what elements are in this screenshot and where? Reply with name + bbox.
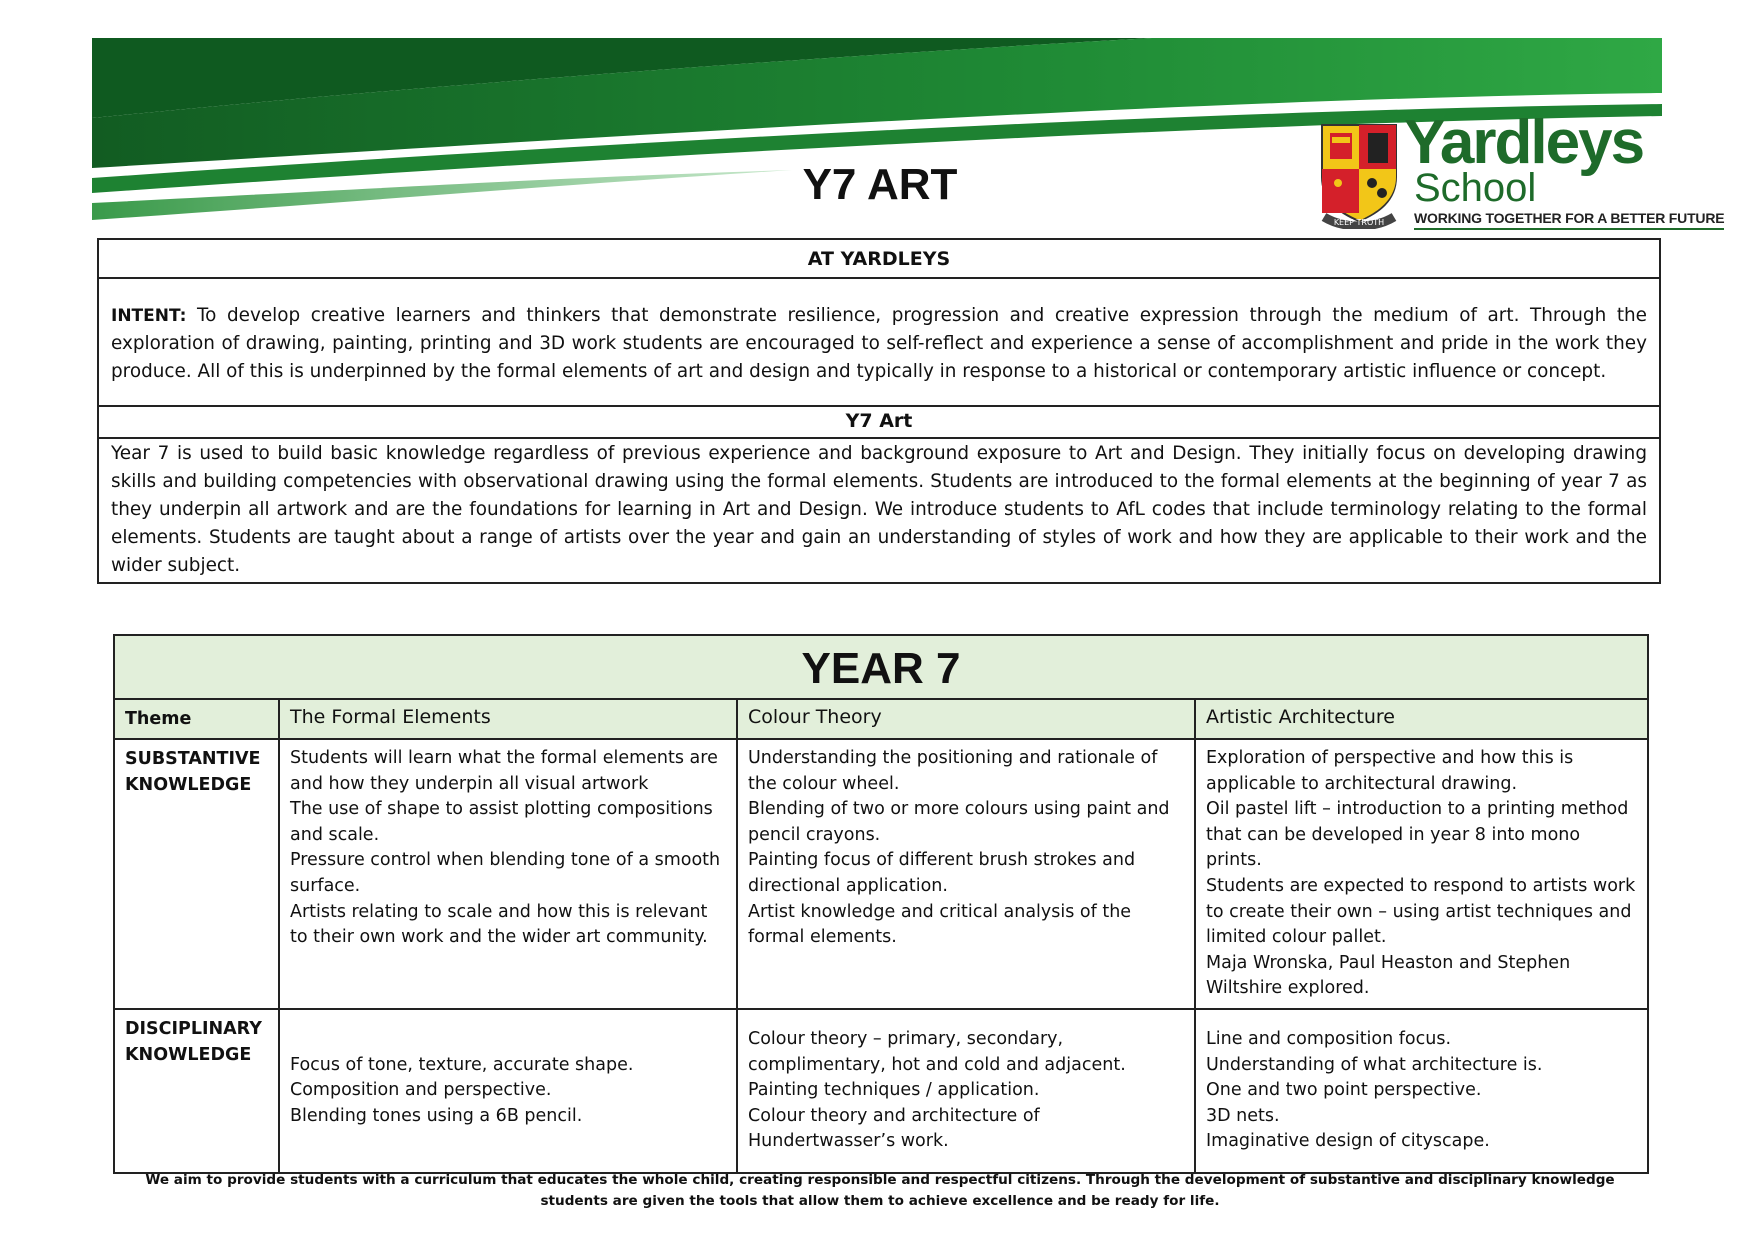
list-item: Painting focus of different brush strokes and directional application. [748,850,1136,896]
theme-artistic-architecture: Artistic Architecture [1195,699,1648,739]
list-item: Students are expected to respond to artists work to create their own – using artist techniques and limited colour pallet. [1206,875,1636,948]
list-item: Imaginative design of cityscape. [1206,1131,1490,1152]
divider [99,437,1659,439]
divider [99,277,1659,279]
list-item: 3D nets. [1206,1105,1280,1126]
school-motto: WORKING TOGETHER FOR A BETTER FUTURE [1414,210,1724,230]
page-title: Y7 ART [802,160,958,209]
list-item: Focus of tone, texture, accurate shape. [290,1054,634,1075]
list-item: Exploration of perspective and how this is applicable to architectural drawing. [1206,748,1574,794]
list-item: Colour theory and architecture of Hundertwasser’s work. [748,1105,1040,1152]
year7-curriculum-table [113,634,1649,1174]
list-item: Oil pastel lift – introduction to a printing method that can be developed in year 8 into mono prints. [1206,799,1629,871]
theme-row [114,699,1648,739]
intent-label: INTENT: [111,306,187,326]
theme-colour-theory: Colour Theory [737,699,1195,739]
disciplinary-knowledge-label: DISCIPLINARY KNOWLEDGE [114,1009,279,1173]
list-item: Blending of two or more colours using paint and pencil crayons. [748,799,1170,845]
list-item: Artists relating to scale and how this is relevant to their own work and the wider art community. [290,901,708,948]
intent-paragraph [111,302,1647,386]
list-item: Students will learn what the formal elements are and how they underpin all visual artwork [290,748,718,794]
at-yardleys-heading: AT YARDLEYS [807,248,951,270]
intent-box [97,238,1661,584]
substantive-artistic-architecture [1195,739,1648,1009]
list-item: Artist knowledge and critical analysis of the formal elements. [748,901,1132,948]
year7-overview-paragraph: Year 7 is used to build basic knowledge regardless of previous experience and background exposure to Art and Design. They initially focus on developing drawing skills and building competencies with observational drawing using the formal elements. Students are introduced to the formal elements at the beginning of year 7 as they underpin all artwork and are the foundations for learning in Art and Design. We introduce students to AfL codes that include terminology relating to the formal elements. Students are taught about a range of artists over the year and gain an understanding of styles of work and how they are applicable to their work and the wider subject. [111,443,1647,576]
substantive-knowledge-row [114,739,1648,1009]
disciplinary-artistic-architecture [1195,1009,1648,1173]
theme-formal-elements: The Formal Elements [279,699,737,739]
school-name-yardleys: Yardleys [1404,108,1644,177]
list-item: Blending tones using a 6B pencil. [290,1105,583,1126]
list-item: Pressure control when blending tone of a smooth surface. [290,850,721,896]
list-item: Painting techniques / application. [748,1080,1040,1101]
disciplinary-formal-elements [279,1009,737,1173]
year7-table-title: YEAR 7 [114,635,1648,699]
list-item: Understanding the positioning and rationale of the colour wheel. [748,748,1158,794]
list-item: Composition and perspective. [290,1080,552,1101]
substantive-colour-theory [737,739,1195,1009]
school-crest-logo [1318,121,1400,229]
substantive-knowledge-label: SUBSTANTIVE KNOWLEDGE [114,739,279,1009]
crest-motto-text: KEEP TROTH [1333,218,1385,227]
list-item: Maja Wronska, Paul Heaston and Stephen Wiltshire explored. [1206,952,1571,999]
y7-art-subheading: Y7 Art [845,410,913,432]
substantive-formal-elements [279,739,737,1009]
school-name-school: School [1414,166,1537,210]
divider [99,405,1659,407]
disciplinary-colour-theory [737,1009,1195,1173]
disciplinary-knowledge-row [114,1009,1648,1173]
list-item: Line and composition focus. [1206,1028,1452,1049]
list-item: One and two point perspective. [1206,1080,1482,1101]
theme-label: Theme [114,699,279,739]
list-item: Understanding of what architecture is. [1206,1054,1543,1075]
intent-text: To develop creative learners and thinkers that demonstrate resilience, progression and creative expression through the medium of art. Through the exploration of drawing, painting, printing and 3D work students are encouraged to self-reflect and experience a sense of accomplishment and pride in the work they produce. All of this is underpinned by the formal elements of art and design and typically in response to a historical or contemporary artistic influence or concept. [111,305,1647,382]
list-item: The use of shape to assist plotting compositions and scale. [290,799,713,845]
footer-statement: We aim to provide students with a curriculum that educates the whole child, creating responsible and respectful citizens. Through the development of substantive and disciplinary knowledge students are given the tools that allow them to achieve excellence and be ready for life. [145,1172,1615,1209]
list-item: Colour theory – primary, secondary, complimentary, hot and cold and adjacent. [748,1028,1126,1075]
